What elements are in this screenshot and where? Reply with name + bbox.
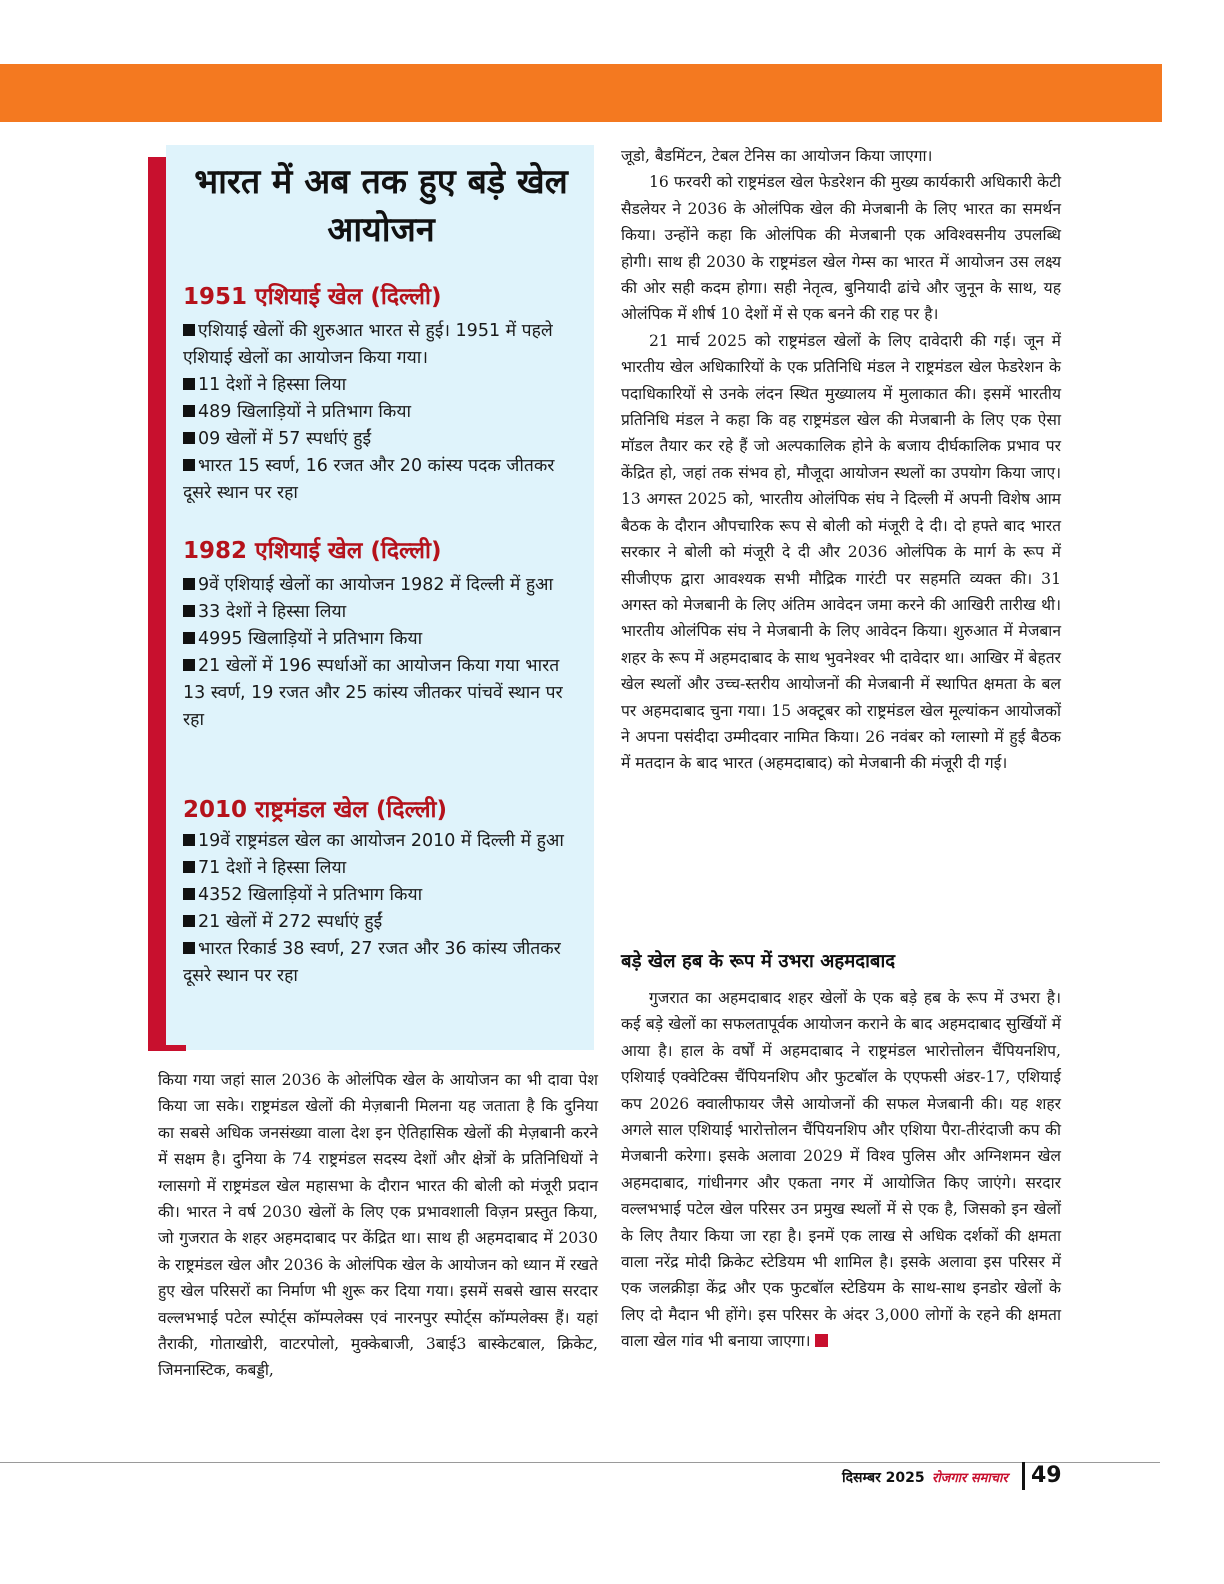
bullet-square-icon bbox=[183, 378, 195, 390]
paragraph: 21 मार्च 2025 को राष्ट्रमंडल खेलों के लिए दावेदारी की गई। जून में भारतीय खेल अधिकारियों के एक प्रतिनिधि मंडल ने राष्ट्रमंडल खेल फेडरेशन के पदाधिकारियों से उनके लंदन स्थित मुख्यालय में मुलाकात की। इसमें भारतीय प्रतिनिधि मंडल ने कहा कि वह राष्ट्रमंडल खेल की मेजबानी के लिए एक ऐसा मॉडल तैयार कर रहे हैं जो अल्पकालिक होने के बजाय दीर्घकालिक प्रभाव पर केंद्रित हो, जहां तक संभव हो, मौजूदा आयोजन स्थलों का उपयोग किया जाए। 13 अगस्त 2025 को, भारतीय ओलंपिक संघ ने दिल्ली में अपनी विशेष आम बैठक के दौरान औपचारिक रूप से बोली को मंजूरी दे दी। दो हफ्ते बाद भारत सरकार ने बोली को मंजूरी दे दी और 2036 ओलंपिक के मार्ग के रूप में सीजीएफ द्वारा आवश्यक सभी मौद्रिक गारंटी पर सहमति व्यक्त की। 31 अगस्त को मेजबानी के लिए अंतिम आवेदन जमा करने की आखिरी तारीख थी। भारतीय ओलंपिक संघ ने मेजबानी के लिए आवेदन किया। शुरुआत में मेजबान शहर के रूप में अहमदाबाद के साथ भुवनेश्वर भी दावेदार था। आखिर में बेहतर खेल स्थलों और उच्च-स्तरीय आयोजनों की मेजबानी में स्थापित क्षमता के बल पर अहमदाबाद चुना गया। 15 अक्टूबर को राष्ट्रमंडल खेल मूल्यांकन आयोजकों ने अपना पसंदीदा उम्मीदवार नामित किया। 26 नवंबर को ग्लास्गो में हुई बैठक में मतदान के बाद भारत (अहमदाबाद) को मेजबानी की मंजूरी दी गई। bbox=[621, 331, 1061, 773]
bullet-square-icon bbox=[183, 834, 195, 846]
list-item: एशियाई खेलों की शुरुआत भारत से हुई। 1951 में पहले एशियाई खेलों का आयोजन किया गया। bbox=[183, 321, 553, 368]
list-item: 489 खिलाड़ियों ने प्रतिभाग किया bbox=[183, 399, 583, 426]
bullet-square-icon bbox=[183, 888, 195, 900]
footer-divider bbox=[1022, 1462, 1025, 1490]
bullet-square-icon bbox=[183, 605, 195, 617]
list-item: 4995 खिलाड़ियों ने प्रतिभाग किया bbox=[183, 626, 583, 653]
subheading: बड़े खेल हब के रूप में उभरा अहमदाबाद bbox=[621, 951, 896, 972]
info-box-red-bar-foot bbox=[148, 1045, 186, 1051]
paragraph: गुजरात का अहमदाबाद शहर खेलों के एक बड़े हब के रूप में उभरा है। कई बड़े खेलों का सफलतापूर्वक आयोजन कराने के बाद अहमदाबाद सुर्खियों में आया है। हाल के वर्षों में अहमदाबाद ने राष्ट्रमंडल भारोत्तोलन चैंपियनशिप, एशियाई एक्वेटिक्स चैंपियनशिप और फुटबॉल के एएफसी अंडर-17, एशियाई कप 2026 क्वालीफायर जैसे आयोजनों की सफल मेजबानी की। यह शहर अगले साल एशियाई भारोत्तोलन चैंपियनशिप और एशिया पैरा-तीरंदाजी कप की मेजबानी करेगा। इसके अलावा 2029 में विश्व पुलिस और अग्निशमन खेल अहमदाबाद, गांधीनगर और एकता नगर में आयोजित किए जाएंगे। सरदार वल्लभभाई पटेल खेल परिसर उन प्रमुख स्थलों में से एक है, जिसको इन खेलों के लिए तैयार किया जा रहा है। इनमें एक लाख से अधिक दर्शकों की क्षमता वाला नरेंद्र मोदी क्रिकेट स्टेडियम भी शामिल है। इसके अलावा इस परिसर में एक जलक्रीड़ा केंद्र और एक फुटबॉल स्टेडियम के साथ-साथ इनडोर खेलों के लिए दो मैदान भी होंगे। इस परिसर के अंदर 3,000 लोगों के रहने की क्षमता वाला खेल गांव भी बनाया जाएगा। bbox=[621, 989, 1061, 1351]
list-item: 4352 खिलाड़ियों ने प्रतिभाग किया bbox=[183, 882, 583, 909]
magazine-logo: रोजगार समाचार bbox=[932, 1471, 1008, 1486]
end-square-icon bbox=[815, 1334, 828, 1347]
section-heading-1982: 1982 एशियाई खेल (दिल्ली) bbox=[183, 538, 442, 564]
bullet-square-icon bbox=[183, 861, 195, 873]
section-heading-1951: 1951 एशियाई खेल (दिल्ली) bbox=[183, 284, 442, 310]
list-item: 33 देशों ने हिस्सा लिया bbox=[183, 599, 583, 626]
bullet-square-icon bbox=[183, 324, 195, 336]
bullet-square-icon bbox=[183, 459, 195, 471]
list-item: 71 देशों ने हिस्सा लिया bbox=[183, 855, 583, 882]
info-box-red-bar bbox=[148, 157, 166, 1050]
list-item: 09 खेलों में 57 स्पर्धाएं हुईं bbox=[183, 426, 583, 453]
list-item: 21 खेलों में 272 स्पर्धाएं हुईं bbox=[183, 909, 583, 936]
paragraph: 16 फरवरी को राष्ट्रमंडल खेल फेडरेशन की मुख्य कार्यकारी अधिकारी केटी सैडलेयर ने 2036 के ओलंपिक खेल की मेजबानी के लिए भारत का समर्थन किया। उन्होंने कहा कि ओलंपिक की मेजबानी एक अविश्वसनीय उपलब्धि होगी। साथ ही 2030 के राष्ट्रमंडल खेल गेम्स का भारत में आयोजन उस लक्ष्य की ओर सही कदम होगा। सही नेतृत्व, बुनियादी ढांचे और जुनून के साथ, यह ओलंपिक में शीर्ष 10 देशों में से एक बनने की राह पर है। bbox=[621, 173, 1061, 324]
section-heading-2010: 2010 राष्ट्रमंडल खेल (दिल्ली) bbox=[183, 797, 448, 823]
bullet-square-icon bbox=[183, 659, 195, 671]
footer-rule bbox=[0, 1462, 1160, 1463]
bullet-square-icon bbox=[183, 578, 195, 590]
section-list-2010 bbox=[183, 828, 583, 990]
section-list-1982 bbox=[183, 572, 583, 734]
right-column-body bbox=[621, 143, 1061, 777]
section-list-1951 bbox=[183, 318, 583, 507]
bullet-square-icon bbox=[183, 915, 195, 927]
info-box-title: भारत में अब तक हुए बड़े खेल आयोजन bbox=[194, 162, 568, 250]
list-item: 9वें एशियाई खेलों का आयोजन 1982 में दिल्ली में हुआ bbox=[183, 572, 583, 599]
list-item: 11 देशों ने हिस्सा लिया bbox=[183, 372, 583, 399]
list-item: 19वें राष्ट्रमंडल खेल का आयोजन 2010 में दिल्ली में हुआ bbox=[183, 828, 583, 855]
footer-date: दिसम्बर 2025 bbox=[842, 1470, 925, 1486]
page-number: 49 bbox=[1031, 1463, 1062, 1488]
paragraph: जूडो, बैडमिंटन, टेबल टेनिस का आयोजन किया जाएगा। bbox=[621, 147, 933, 165]
bullet-square-icon bbox=[183, 942, 195, 954]
left-column-body bbox=[158, 1067, 598, 1384]
paragraph: किया गया जहां साल 2036 के ओलंपिक खेल के आयोजन का भी दावा पेश किया जा सके। राष्ट्रमंडल खेलों की मेज़बानी मिलना यह जताता है कि दुनिया का सबसे अधिक जनसंख्या वाला देश इन ऐतिहासिक खेलों की मेज़बानी करने में सक्षम है। दुनिया के 74 राष्ट्रमंडल सदस्य देशों और क्षेत्रों के प्रतिनिधियों ने ग्लासगो में राष्ट्रमंडल खेल महासभा के दौरान भारत की बोली को मंजूरी प्रदान की। भारत ने वर्ष 2030 खेलों के लिए एक प्रभावशाली विज़न प्रस्तुत किया, जो गुजरात के शहर अहमदाबाद पर केंद्रित था। साथ ही अहमदाबाद में 2030 के राष्ट्रमंडल खेल और 2036 के ओलंपिक खेल के आयोजन को ध्यान में रखते हुए खेल परिसरों का निर्माण भी शुरू कर दिया गया। इसमें सबसे खास सरदार वल्लभभाई पटेल स्पोर्ट्स कॉम्पलेक्स एवं नारनपुर स्पोर्ट्स कॉम्पलेक्स हैं। यहां तैराकी, गोताखोरी, वाटरपोलो, मुक्केबाजी, 3बाई3 बास्केटबाल, क्रिकेट, जिमनास्टिक, कबड्डी, bbox=[158, 1071, 598, 1380]
right-column-body-2 bbox=[621, 985, 1061, 1355]
bullet-square-icon bbox=[183, 432, 195, 444]
header-color-band bbox=[0, 64, 1162, 122]
list-item: 21 खेलों में 196 स्पर्धाओं का आयोजन किया गया भारत 13 स्वर्ण, 19 रजत और 25 कांस्य जीतकर पांचवें स्थान पर रहा bbox=[183, 656, 563, 730]
bullet-square-icon bbox=[183, 405, 195, 417]
list-item: भारत 15 स्वर्ण, 16 रजत और 20 कांस्य पदक जीतकर दूसरे स्थान पर रहा bbox=[183, 456, 555, 503]
list-item: भारत रिकार्ड 38 स्वर्ण, 27 रजत और 36 कांस्य जीतकर दूसरे स्थान पर रहा bbox=[183, 939, 561, 986]
bullet-square-icon bbox=[183, 632, 195, 644]
